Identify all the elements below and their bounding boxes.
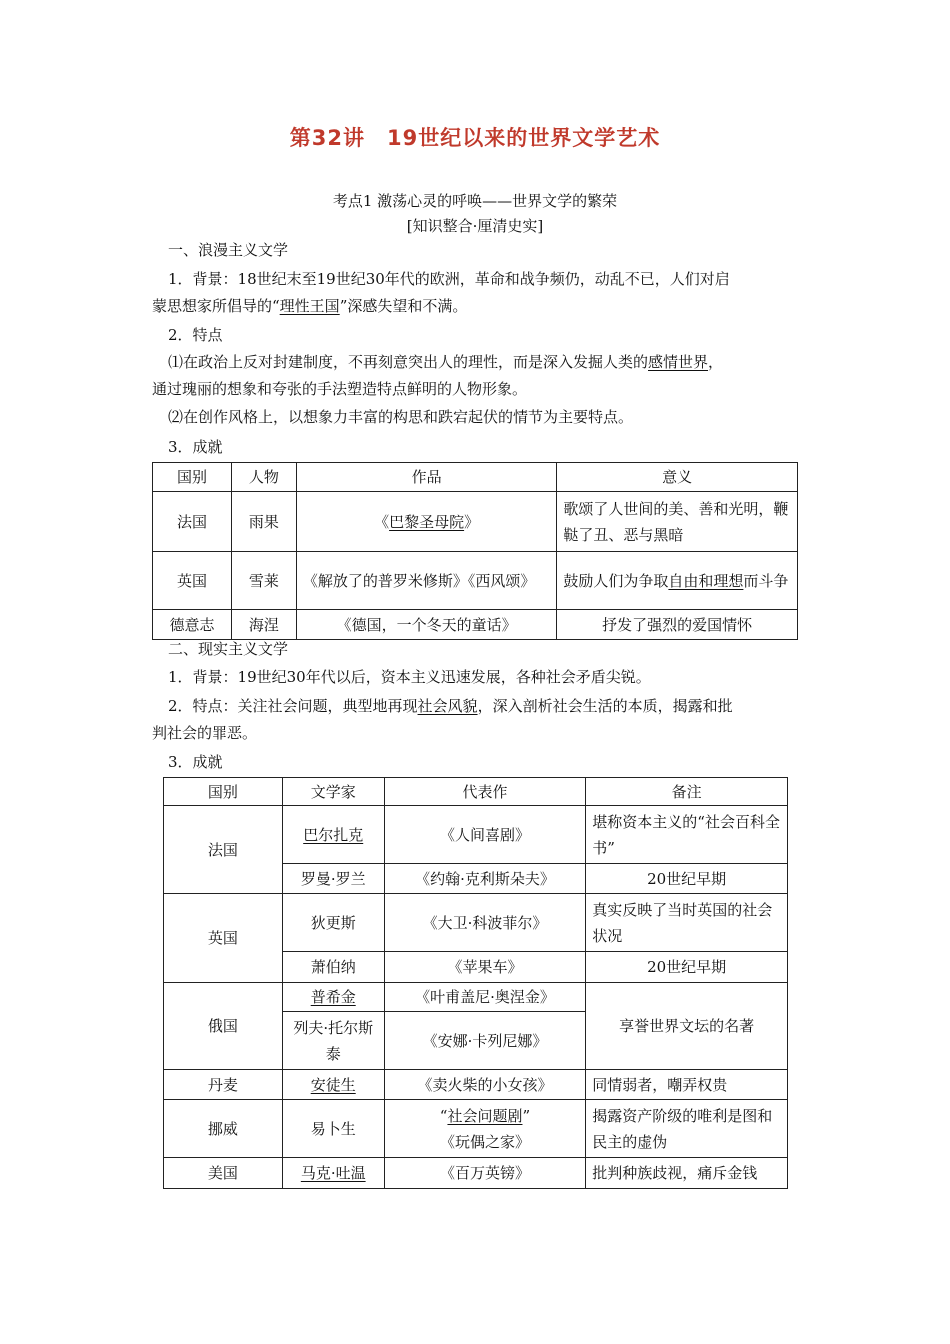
table-cell: 《德国，一个冬天的童话》 xyxy=(296,610,557,640)
table-cell: 挪威 xyxy=(164,1100,283,1158)
column-header: 代表作 xyxy=(384,778,586,806)
table-cell: 法国 xyxy=(153,492,232,552)
table-cell: 批判种族歧视，痛斥金钱 xyxy=(586,1158,788,1189)
table-cell: “社会问题剧” 《玩偶之家》 xyxy=(384,1100,586,1158)
feature-1-cont: 通过瑰丽的想象和夸张的手法塑造特点鲜明的人物形象。 xyxy=(152,380,528,398)
key-term: 理性王国 xyxy=(279,297,340,315)
column-header: 作品 xyxy=(296,463,557,492)
table-row xyxy=(164,983,788,1012)
table-cell: 《巴黎圣母院》 xyxy=(296,492,557,552)
section-title: 考点1 激荡心灵的呼唤——世界文学的繁荣 xyxy=(332,192,618,210)
table-cell: 《解放了的普罗米修斯》《西风颂》 xyxy=(296,552,557,610)
table-cell: 安徒生 xyxy=(282,1070,384,1100)
features-heading: 2．特点 xyxy=(168,326,223,344)
table-row xyxy=(153,492,798,552)
table-row xyxy=(164,1158,788,1189)
table-cell: 雪莱 xyxy=(231,552,296,610)
table-cell: 真实反映了当时英国的社会状况 xyxy=(586,894,788,952)
table-cell: 《百万英镑》 xyxy=(384,1158,586,1189)
feature-2: ⑵在创作风格上，以想象力丰富的构思和跌宕起伏的情节为主要特点。 xyxy=(168,408,634,426)
table-cell: 20世纪早期 xyxy=(586,952,788,983)
table-cell: 《苹果车》 xyxy=(384,952,586,983)
table-row xyxy=(164,806,788,864)
table-cell: 歌颂了人世间的美、善和光明，鞭鞑了丑、恶与黑暗 xyxy=(557,492,798,552)
page-title: 第32讲 19世纪以来的世界文学艺术 xyxy=(289,126,661,150)
table-cell: 《约翰·克利斯朵夫》 xyxy=(384,864,586,894)
achievements-heading: 3．成就 xyxy=(168,438,223,456)
table-cell: 萧伯纳 xyxy=(282,952,384,983)
table-cell: 《人间喜剧》 xyxy=(384,806,586,864)
table-cell: 同情弱者，嘲弄权贵 xyxy=(586,1070,788,1100)
realism-heading: 二、现实主义文学 xyxy=(168,640,289,658)
column-header: 国别 xyxy=(153,463,232,492)
romanticism-background-cont: 蒙思想家所倡导的“理性王国”深感失望和不满。 xyxy=(152,297,468,315)
table-cell: 马克·吐温 xyxy=(282,1158,384,1189)
table-row xyxy=(153,552,798,610)
table-cell: 法国 xyxy=(164,806,283,894)
column-header: 国别 xyxy=(164,778,283,806)
table-cell: 揭露资产阶级的唯利是图和民主的虚伪 xyxy=(586,1100,788,1158)
column-header: 人物 xyxy=(231,463,296,492)
realism-feature-cont: 判社会的罪恶。 xyxy=(152,724,258,742)
table-row xyxy=(164,1070,788,1100)
romanticism-table xyxy=(152,462,798,640)
table-cell: 美国 xyxy=(164,1158,283,1189)
table-cell: 《安娜·卡列尼娜》 xyxy=(384,1012,586,1070)
table-header-row xyxy=(153,463,798,492)
table-cell: 鼓励人们为争取自由和理想而斗争 xyxy=(557,552,798,610)
table-cell: 《卖火柴的小女孩》 xyxy=(384,1070,586,1100)
table-cell: 《大卫·科波菲尔》 xyxy=(384,894,586,952)
table-cell: 丹麦 xyxy=(164,1070,283,1100)
table-cell: 列夫·托尔斯泰 xyxy=(282,1012,384,1070)
table-cell: 狄更斯 xyxy=(282,894,384,952)
romanticism-heading: 一、浪漫主义文学 xyxy=(168,241,289,259)
table-cell: 享誉世界文坛的名著 xyxy=(586,983,788,1070)
key-term: 社会风貌 xyxy=(417,697,478,715)
table-cell: 抒发了强烈的爱国情怀 xyxy=(557,610,798,640)
table-cell: 海涅 xyxy=(231,610,296,640)
romanticism-background: 1．背景：18世纪末至19世纪30年代的欧洲，革命和战争频仍，动乱不已，人们对启 xyxy=(168,270,730,288)
table-cell: 20世纪早期 xyxy=(586,864,788,894)
table-cell: 德意志 xyxy=(153,610,232,640)
table-row xyxy=(164,1100,788,1158)
table-cell: 英国 xyxy=(153,552,232,610)
table-cell: 巴尔扎克 xyxy=(282,806,384,864)
table-cell: 英国 xyxy=(164,894,283,983)
table-cell: 《叶甫盖尼·奥涅金》 xyxy=(384,983,586,1012)
feature-1: ⑴在政治上反对封建制度，不再刻意突出人的理性，而是深入发掘人类的感情世界， xyxy=(168,353,724,371)
realism-achievements-heading: 3．成就 xyxy=(168,753,223,771)
table-header-row xyxy=(164,778,788,806)
table-row xyxy=(153,610,798,640)
column-header: 备注 xyxy=(586,778,788,806)
table-cell: 罗曼·罗兰 xyxy=(282,864,384,894)
table-cell: 易卜生 xyxy=(282,1100,384,1158)
realism-feature: 2．特点：关注社会问题，典型地再现社会风貌，深入剖析社会生活的本质，揭露和批 xyxy=(168,697,733,715)
table-cell: 普希金 xyxy=(282,983,384,1012)
section-subtitle: [知识整合·厘清史实] xyxy=(406,217,544,235)
column-header: 意义 xyxy=(557,463,798,492)
table-row xyxy=(164,894,788,952)
table-cell: 俄国 xyxy=(164,983,283,1070)
realism-background: 1．背景：19世纪30年代以后，资本主义迅速发展，各种社会矛盾尖锐。 xyxy=(168,668,651,686)
table-cell: 堪称资本主义的“社会百科全书” xyxy=(586,806,788,864)
column-header: 文学家 xyxy=(282,778,384,806)
realism-table xyxy=(163,777,788,1189)
table-cell: 雨果 xyxy=(231,492,296,552)
key-term: 感情世界 xyxy=(648,353,709,371)
